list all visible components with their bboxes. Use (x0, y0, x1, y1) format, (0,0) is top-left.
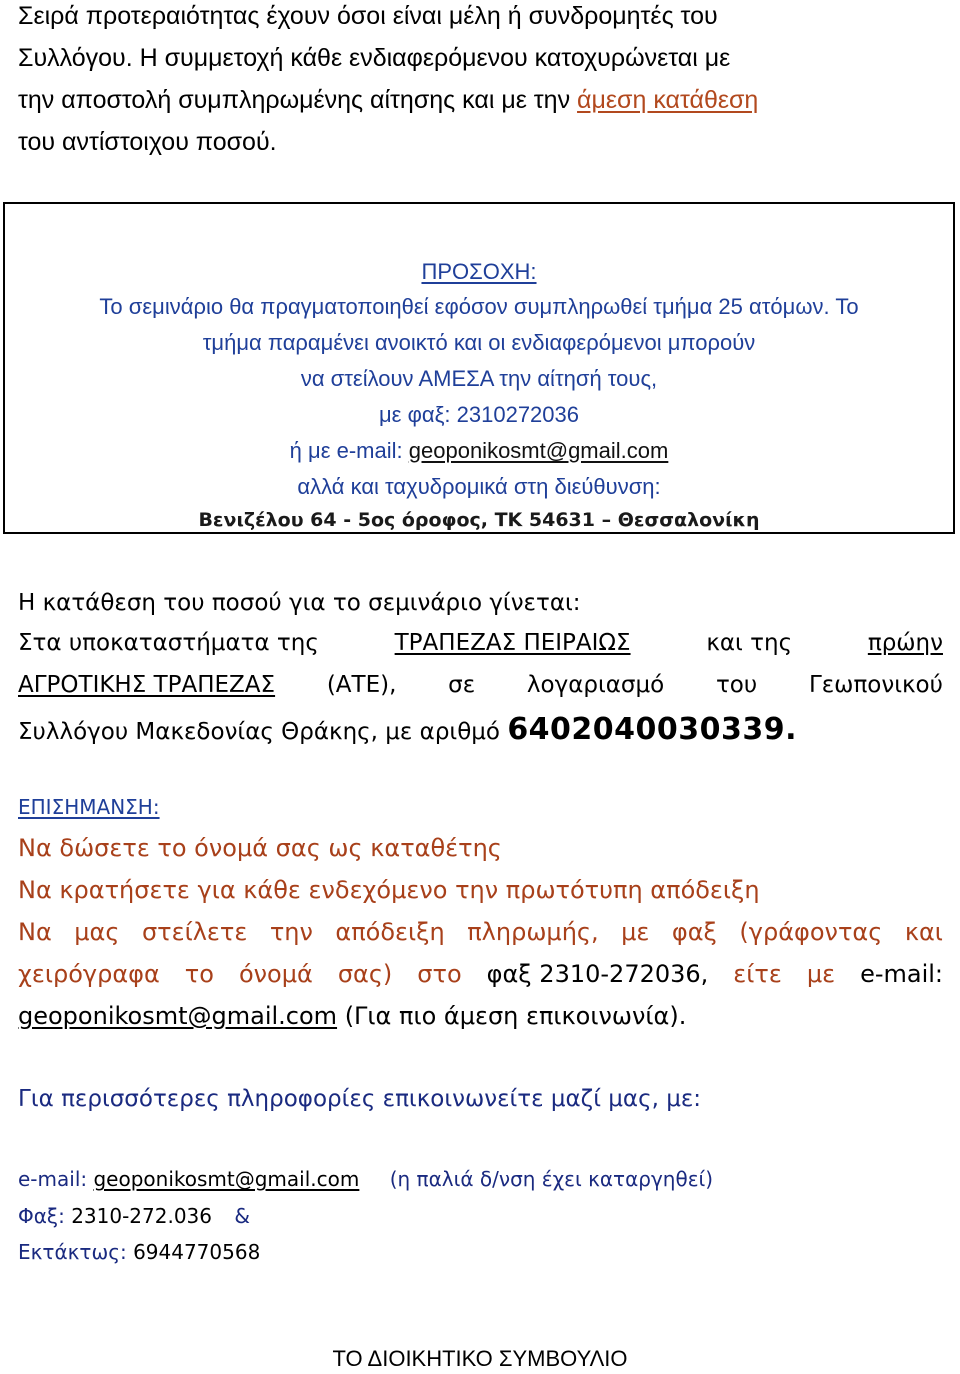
remark-word: σας) (337, 960, 393, 988)
deposit-association-text: Συλλόγου Μακεδονίας Θράκης, με αριθμό (18, 719, 500, 745)
deposit-branches-text: Στα υποκαταστήματα της (18, 630, 319, 656)
notice-line-3: να στείλουν ΑΜΕΣΑ την αίτησή τους, (300, 366, 658, 391)
contact-ext-number: 6944770568 (133, 1240, 261, 1264)
remark-word: στο (417, 960, 462, 988)
deposit-word-2: σε (448, 672, 476, 698)
contact-ext-label: Εκτάκτως: (18, 1240, 127, 1264)
immediate-deposit-text: άμεση κατάθεση (577, 86, 759, 114)
contact-email-label: e-mail: (18, 1167, 88, 1191)
signature: ΤΟ ΔΙΟΙΚΗΤΙΚΟ ΣΥΜΒΟΥΛΙΟ (332, 1346, 628, 1371)
remark-item-3-line-3 (18, 1002, 686, 1030)
remark-word: με (806, 960, 836, 988)
contact-ampersand: & (234, 1204, 250, 1228)
remark-word: στείλετε (141, 918, 248, 946)
contact-email-link[interactable]: geoponikosmt@gmail.com (93, 1167, 360, 1191)
remark-word: και (904, 918, 943, 946)
piraeus-bank-text: ΤΡΑΠΕΖΑΣ ΠΕΙΡΑΙΩΣ (394, 630, 631, 656)
notice-email-link[interactable]: geoponikosmt@gmail.com (408, 438, 669, 463)
remark-fax-number: φαξ 2310-272036, (486, 960, 709, 988)
remark-word: μας (74, 918, 120, 946)
remark-item-1: Να δώσετε το όνομά σας ως καταθέτης (18, 834, 502, 862)
contact-fax-line (18, 1204, 250, 1228)
intro-line-2: Συλλόγου. Η συμμετοχή κάθε ενδιαφερόμενου κατοχυρώνεται με (18, 44, 731, 72)
remark-word: είτε (733, 960, 782, 988)
remark-word: (γράφοντας (739, 918, 883, 946)
remark-item-2: Να κρατήσετε για κάθε ενδεχόμενο την πρωτότυπη απόδειξη (18, 876, 760, 904)
notice-line-1: Το σεμινάριο θα πραγματοποιηθεί εφόσον συμπληρωθεί τμήμα 25 ατόμων. Το (99, 294, 859, 319)
intro-line-1: Σειρά προτεραιότητας έχουν όσοι είναι μέλη ή συνδρομητές του (18, 2, 718, 30)
deposit-word-1: (ΑΤΕ), (326, 672, 397, 698)
deposit-word-4: του (715, 672, 758, 698)
deposit-and-text: και της (706, 630, 793, 656)
remarks-heading: ΕΠΙΣΗΜΑΝΣΗ: (18, 795, 160, 819)
contact-fax-number: 2310-272.036 (71, 1204, 213, 1228)
remark-word: με (621, 918, 650, 946)
notice-email-line (5, 438, 953, 464)
remark-word: Να (18, 918, 52, 946)
contact-fax-label: Φαξ: (18, 1204, 65, 1228)
intro-line-3 (18, 86, 758, 115)
remark-word: το (184, 960, 214, 988)
remark-email-label: e-mail: (860, 960, 943, 988)
remark-word: φαξ (671, 918, 717, 946)
former-text: πρώην (867, 630, 943, 656)
notice-box (3, 202, 955, 534)
remark-email-link[interactable]: geoponikosmt@gmail.com (18, 1002, 338, 1030)
notice-address: Βενιζέλου 64 - 5ος όροφος, ΤΚ 54631 – Θεσσαλονίκη (198, 509, 760, 531)
contact-email-note: (η παλιά δ/νση έχει καταργηθεί) (389, 1167, 714, 1191)
remark-word: χειρόγραφα (18, 960, 160, 988)
deposit-word-3: λογαριασμό (526, 672, 665, 698)
notice-title: ΠΡΟΣΟΧΗ: (421, 259, 537, 284)
contact-ext-line (18, 1240, 260, 1264)
contact-email-line (18, 1167, 713, 1191)
remark-email-note: (Για πιο άμεση επικοινωνία). (344, 1002, 687, 1030)
remark-word: πληρωμής, (467, 918, 599, 946)
remark-item-3-line-1 (18, 918, 943, 946)
deposit-word-5: Γεωπονικού (808, 672, 943, 698)
intro-line-4: του αντίστοιχου ποσού. (18, 128, 277, 156)
deposit-line-2 (18, 630, 943, 656)
intro-line-3-text: την αποστολή συμπληρωμένης αίτησης και με την (18, 86, 571, 114)
remark-word: απόδειξη (335, 918, 445, 946)
remark-word: την (269, 918, 313, 946)
notice-post-line: αλλά και ταχυδρομικά στη διεύθυνση: (297, 474, 661, 499)
notice-email-prefix: ή με e-mail: (289, 438, 403, 463)
remark-word: όνομά (238, 960, 313, 988)
contact-more-info: Για περισσότερες πληροφορίες επικοινωνείτε μαζί μας, με: (18, 1086, 702, 1112)
remark-item-3-line-2 (18, 960, 943, 988)
notice-line-2: τμήμα παραμένει ανοικτό και οι ενδιαφερόμενοι μπορούν (202, 330, 756, 355)
notice-fax: με φαξ: 2310272036 (378, 402, 579, 427)
account-number: 6402040030339. (507, 712, 798, 747)
deposit-line-1: Η κατάθεση του ποσού για το σεμινάριο γίνεται: (18, 590, 581, 616)
deposit-line-3 (18, 672, 943, 698)
deposit-line-4 (18, 712, 797, 747)
agricultural-bank-text: ΑΓΡΟΤΙΚΗΣ ΤΡΑΠΕΖΑΣ (18, 672, 276, 698)
